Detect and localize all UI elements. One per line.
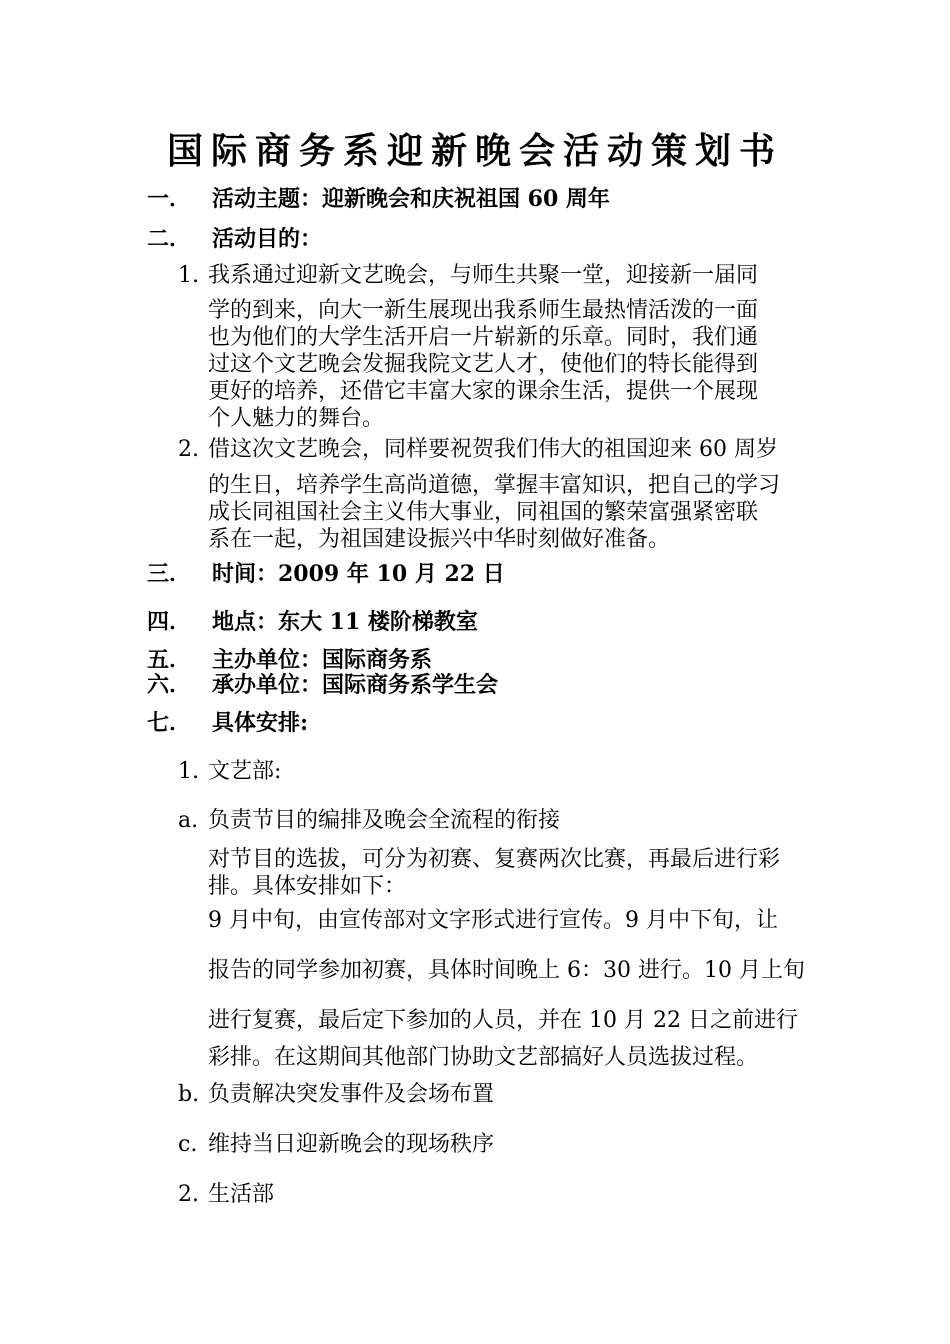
text-line: 更好的培养，还借它丰富大家的课余生活，提供一个展现 [208, 379, 759, 404]
list-marker: 2. [178, 1182, 199, 1207]
section-arrangement [147, 709, 308, 737]
text-line: 学的到来，向大一新生展现出我系师生最热情活泼的一面 [208, 298, 759, 323]
text-line: 对节目的选拔，可分为初赛、复赛两次比赛，再最后进行彩 [208, 847, 781, 872]
list-item-text: 维持当日迎新晚会的现场秩序 [208, 1132, 495, 1157]
section-text: 活动目的： [212, 226, 323, 252]
text-line: 排。具体安排如下： [208, 874, 407, 899]
document-title: 国际商务系迎新晚会活动策划书 [166, 130, 783, 172]
list-marker: 1. [178, 263, 199, 288]
section-text: 主办单位：国际商务系 [212, 647, 433, 673]
list-marker: 1. [178, 759, 199, 784]
schedule-line: 彩排。在这期间其他部门协助文艺部搞好人员选拔过程。 [208, 1045, 759, 1070]
task-b [178, 1081, 808, 1108]
purpose-item-1-continuation [208, 297, 808, 432]
list-item-text: 负责解决突发事件及会场布置 [208, 1082, 495, 1107]
section-theme [147, 185, 610, 213]
text-line: 过这个文艺晚会发掘我院文艺人才，使他们的特长能得到 [208, 352, 759, 377]
section-purpose [147, 225, 322, 253]
dept-life [178, 1181, 808, 1208]
section-text: 承办单位：国际商务系学生会 [212, 672, 499, 698]
section-location [147, 608, 478, 636]
purpose-item-2 [178, 436, 808, 463]
text-line: 也为他们的大学生活开启一片崭新的乐章。同时，我们通 [208, 325, 759, 350]
purpose-item-first-line: 我系通过迎新文艺晚会，与师生共聚一堂，迎接新一届同 [208, 263, 759, 288]
section-number: 二． [147, 226, 192, 252]
section-organizer [147, 671, 498, 699]
schedule-line: 报告的同学参加初赛，具体时间晚上 6：30 进行。10 月上旬 [208, 958, 805, 983]
list-marker: a. [178, 808, 199, 833]
section-text: 活动主题：迎新晚会和庆祝祖国 60 周年 [212, 186, 610, 212]
list-item-text: 文艺部: [208, 759, 282, 784]
text-line: 的生日，培养学生高尚道德，掌握丰富知识，把自己的学习 [208, 473, 781, 498]
list-item-text: 生活部 [208, 1182, 275, 1207]
section-number: 五． [147, 647, 192, 673]
list-marker: c. [178, 1132, 198, 1157]
purpose-item-first-line: 借这次文艺晚会，同样要祝贺我们伟大的祖国迎来 60 周岁 [208, 437, 778, 462]
section-text: 具体安排: [212, 710, 309, 736]
schedule-line: 进行复赛，最后定下参加的人员，并在 10 月 22 日之前进行 [208, 1008, 798, 1033]
schedule-line: 9 月中旬，由宣传部对文字形式进行宣传。9 月中下旬，让 [208, 908, 778, 933]
text-line: 成长同祖国社会主义伟大事业，同祖国的繁荣富强紧密联 [208, 500, 759, 525]
section-number: 六． [147, 672, 192, 698]
section-time [147, 560, 505, 588]
list-marker: 2. [178, 437, 199, 462]
purpose-item-1 [178, 262, 808, 289]
section-text: 时间：2009 年 10 月 22 日 [212, 561, 505, 587]
text-line: 个人魅力的舞台。 [208, 406, 385, 431]
list-item-text: 负责节目的编排及晚会全流程的衔接 [208, 808, 561, 833]
section-number: 四． [147, 609, 192, 635]
section-number: 一． [147, 186, 192, 212]
section-text: 地点：东大 11 楼阶梯教室 [212, 609, 478, 635]
section-host [147, 646, 432, 674]
text-line: 系在一起，为祖国建设振兴中华时刻做好准备。 [208, 527, 671, 552]
section-number: 三． [147, 561, 192, 587]
task-c [178, 1131, 808, 1158]
task-a [178, 807, 808, 834]
purpose-item-2-continuation [208, 472, 808, 553]
dept-literary-arts [178, 758, 808, 785]
selection-paragraph [208, 846, 808, 900]
list-marker: b. [178, 1082, 200, 1107]
section-number: 七． [147, 710, 192, 736]
